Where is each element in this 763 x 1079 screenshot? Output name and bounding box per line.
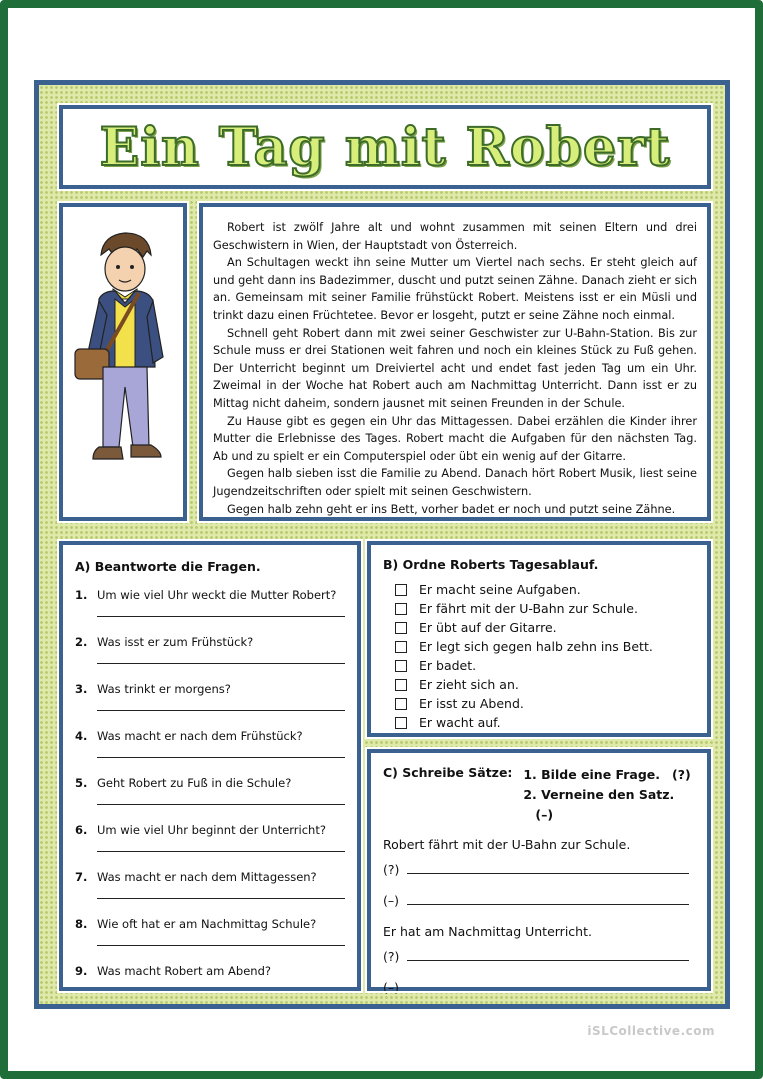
section-c-title: C) Schreibe Sätze: — [383, 765, 513, 780]
answer-line[interactable] — [97, 663, 345, 664]
question-text: Geht Robert zu Fuß in die Schule? — [97, 776, 292, 790]
question-item — [75, 729, 345, 758]
write-line-negation — [383, 893, 697, 908]
answer-line[interactable] — [97, 898, 345, 899]
answer-line[interactable] — [407, 960, 689, 961]
answer-line[interactable] — [97, 804, 345, 805]
section-a-box — [59, 541, 361, 991]
question-item — [75, 823, 345, 852]
answer-line[interactable] — [407, 991, 689, 992]
question-number: 8. — [75, 917, 88, 931]
question-text: Was macht Robert am Abend? — [97, 964, 271, 978]
section-c-header — [383, 765, 697, 825]
order-item-label: Er badet. — [419, 658, 477, 673]
task-negation: 2. Verneine den Satz. — [523, 787, 675, 802]
boy-illustration — [63, 207, 183, 517]
boy-illustration-box — [59, 203, 187, 521]
question-text: Wie oft hat er am Nachmittag Schule? — [97, 917, 317, 931]
negation-mark-label: (–) — [383, 893, 400, 908]
order-item — [395, 656, 697, 675]
answer-line[interactable] — [97, 616, 345, 617]
checkbox[interactable] — [395, 679, 407, 691]
order-item-label: Er wacht auf. — [419, 715, 501, 730]
question-number: 9. — [75, 964, 88, 978]
question-mark-label: (?) — [383, 949, 400, 964]
answer-line[interactable] — [97, 757, 345, 758]
question-text: Was macht er nach dem Mittagessen? — [97, 870, 317, 884]
section-a-title: A) Beantworte die Fragen. — [75, 559, 261, 574]
answer-line[interactable] — [97, 710, 345, 711]
order-item — [395, 618, 697, 637]
order-item-label: Er macht seine Aufgaben. — [419, 582, 581, 597]
write-line-question — [383, 862, 697, 877]
watermark: iSLCollective.com — [587, 1024, 715, 1038]
question-item — [75, 964, 345, 993]
write-line-question — [383, 949, 697, 964]
story-paragraph: Schnell geht Robert dann mit zwei seiner Geschwister zur U-Bahn-Station. Bis zur Schule muss er drei Stationen weit fahren und noch ein kleines Stück zu Fuß gehen. Der Unterricht beginnt um Dreiviertel acht und endet fast jeden Tag um ein Uhr. Zweimal in der Woche hat Robert auch am Nachmittag Unterricht. Dann isst er zu Mittag nicht daheim, sondern jausnet mit seinen Freunden in der Schule. — [213, 326, 697, 410]
story-box — [199, 203, 711, 521]
story-paragraph: Gegen halb zehn geht er ins Bett, vorher badet er noch und putzt seine Zähne. — [227, 502, 676, 516]
story-paragraph: An Schultagen weckt ihn seine Mutter um Viertel nach sechs. Er steht gleich auf und geht dann ins Badezimmer, duscht und putzt seinen Zähne. Danach zieht er sich an. Gemeinsam mit seiner Familie frühstückt Robert. Meistens isst er ein Müsli und trinkt dazu einen Früchtetee. Bevor er losgeht, putzt er seine Zähne noch einmal. — [213, 256, 697, 322]
question-item — [75, 588, 345, 617]
story-text — [213, 219, 697, 518]
question-text: Um wie viel Uhr beginnt der Unterricht? — [97, 823, 326, 837]
checkbox[interactable] — [395, 603, 407, 615]
checkbox[interactable] — [395, 717, 407, 729]
section-b-title: B) Ordne Roberts Tagesablauf. — [383, 557, 599, 572]
order-item — [395, 675, 697, 694]
question-mark-label: (?) — [383, 862, 400, 877]
order-list — [383, 580, 697, 732]
answer-line[interactable] — [97, 992, 345, 993]
order-item-label: Er fährt mit der U-Bahn zur Schule. — [419, 601, 638, 616]
question-item — [75, 635, 345, 664]
sentence-2: Er hat am Nachmittag Unterricht. — [383, 924, 592, 939]
sentence-1: Robert fährt mit der U-Bahn zur Schule. — [383, 837, 631, 852]
worksheet-title: Ein Tag mit Robert — [99, 116, 671, 178]
order-item — [395, 694, 697, 713]
question-number: 6. — [75, 823, 88, 837]
order-item-label: Er isst zu Abend. — [419, 696, 524, 711]
story-paragraph: Robert ist zwölf Jahre alt und wohnt zusammen mit seinen Eltern und drei Geschwistern in Wien, der Hauptstadt von Österreich. — [213, 221, 697, 252]
question-text: Was isst er zum Frühstück? — [97, 635, 254, 649]
checkbox[interactable] — [395, 584, 407, 596]
checkbox[interactable] — [395, 660, 407, 672]
worksheet — [34, 80, 730, 1009]
negation-mark-label: (–) — [383, 980, 400, 995]
question-item — [75, 870, 345, 899]
section-b-box — [367, 541, 711, 737]
story-paragraph: Gegen halb sieben isst die Familie zu Abend. Danach hört Robert Musik, liest seine Jugendzeitschriften oder spielt mit seinen Geschwistern. — [213, 467, 697, 498]
task-question: 1. Bilde eine Frage. — [523, 767, 661, 782]
order-item — [395, 580, 697, 599]
question-item — [75, 682, 345, 711]
question-number: 3. — [75, 682, 88, 696]
order-item — [395, 713, 697, 732]
checkbox[interactable] — [395, 622, 407, 634]
question-number: 4. — [75, 729, 88, 743]
write-line-negation — [383, 980, 697, 995]
order-item-label: Er legt sich gegen halb zehn ins Bett. — [419, 639, 653, 654]
question-text: Was trinkt er morgens? — [97, 682, 231, 696]
question-number: 7. — [75, 870, 88, 884]
question-text: Um wie viel Uhr weckt die Mutter Robert? — [97, 588, 337, 602]
order-item — [395, 637, 697, 656]
question-item — [75, 776, 345, 805]
section-c-tasks — [523, 765, 697, 825]
order-item-label: Er zieht sich an. — [419, 677, 519, 692]
answer-line[interactable] — [97, 945, 345, 946]
order-item — [395, 599, 697, 618]
question-number: 5. — [75, 776, 88, 790]
story-paragraph: Zu Hause gibt es gegen ein Uhr das Mittagessen. Dabei erzählen die Kinder ihrer Mutter die Erlebnisse des Tages. Robert macht die Aufgaben für den nächsten Tag. Ab und zu spielt er ein Computerspiel oder übt ein wenig auf der Gitarre. — [213, 414, 697, 463]
task-question-symbol: (?) — [672, 767, 691, 782]
question-item — [75, 917, 345, 946]
task-negation-symbol: (–) — [535, 807, 554, 822]
section-c-box — [367, 749, 711, 995]
checkbox[interactable] — [395, 641, 407, 653]
answer-line[interactable] — [407, 873, 689, 874]
order-item-label: Er übt auf der Gitarre. — [419, 620, 557, 635]
checkbox[interactable] — [395, 698, 407, 710]
answer-line[interactable] — [97, 851, 345, 852]
answer-line[interactable] — [407, 904, 689, 905]
question-text: Was macht er nach dem Frühstück? — [97, 729, 303, 743]
question-number: 1. — [75, 588, 88, 602]
title-box — [59, 105, 711, 189]
question-number: 2. — [75, 635, 88, 649]
